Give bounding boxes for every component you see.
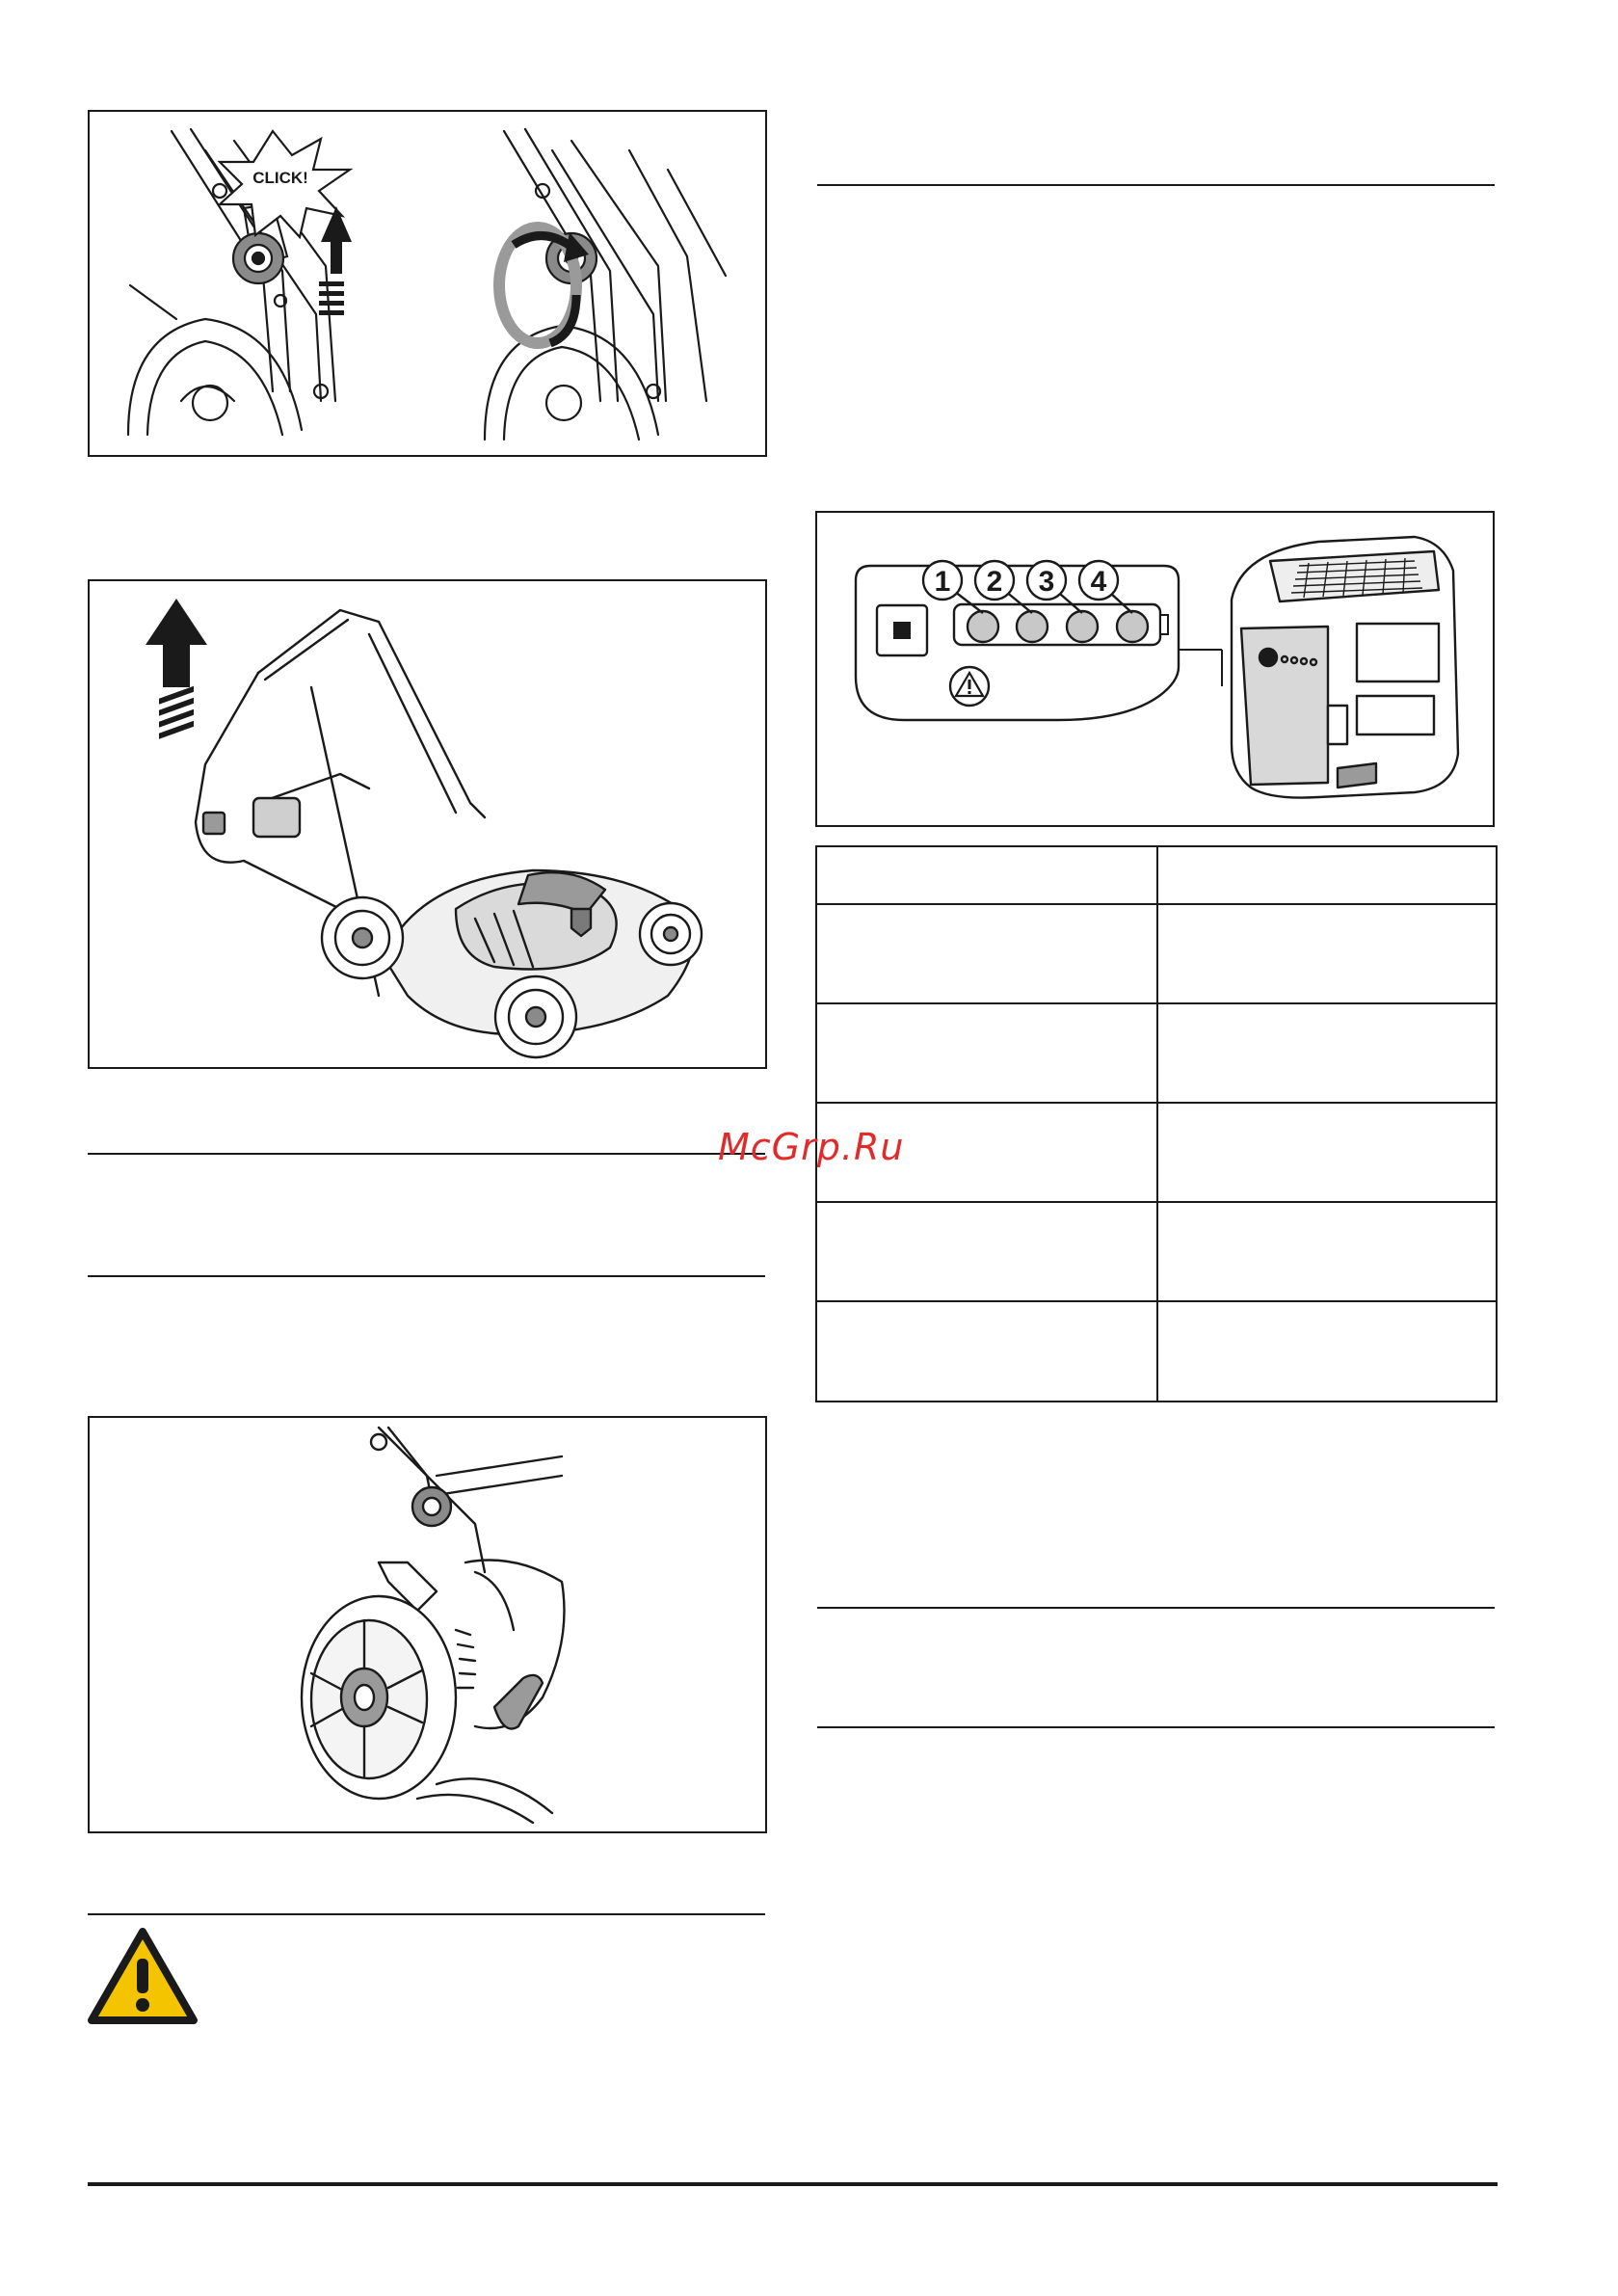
battery-pack: [1232, 537, 1458, 798]
wheel-lever-illustration: [90, 1418, 765, 1831]
table-cell: [817, 1201, 1156, 1302]
watermark: McGrp.Ru: [718, 1126, 905, 1168]
height-adjustment-illustration: [90, 112, 765, 455]
led-number-4: 4: [1090, 566, 1107, 598]
table-cell: [1156, 1201, 1498, 1302]
divider-right-top: [817, 184, 1495, 186]
divider-right-2: [817, 1607, 1495, 1609]
led-number-3: 3: [1038, 566, 1055, 598]
divider-left-1: [88, 1153, 765, 1155]
mower-illustration: [90, 581, 765, 1067]
table-cell: [817, 1300, 1156, 1402]
led-number-1: 1: [934, 566, 951, 598]
figure-wheel-height-lever: [88, 1416, 767, 1833]
led-number-2: 2: [986, 566, 1003, 598]
led-status-table: [815, 845, 1498, 1402]
divider-left-2: [88, 1275, 765, 1277]
table-cell: [1156, 903, 1498, 1004]
divider-right-3: [817, 1726, 1495, 1728]
table-cell: [817, 1002, 1156, 1104]
click-callout: CLICK!: [252, 169, 308, 187]
table-cell: [817, 847, 1156, 903]
rotate-arrow-icon: [499, 227, 589, 343]
warning-triangle-icon: [88, 1926, 198, 2026]
footer-rule: [88, 2182, 1498, 2186]
led-4: [1117, 611, 1148, 642]
figure-battery-indicator: [815, 511, 1495, 827]
figure-mower-handle-raise: [88, 579, 767, 1069]
table-cell: [817, 903, 1156, 1004]
led-1: [968, 611, 998, 642]
up-arrow-icon: [319, 206, 352, 315]
warning-icon: [950, 667, 989, 706]
led-3: [1067, 611, 1098, 642]
table-grid: [817, 847, 1496, 1401]
led-2: [1017, 611, 1048, 642]
table-cell: [1156, 1102, 1498, 1203]
up-arrow-icon: [146, 599, 207, 739]
stop-icon: [893, 622, 911, 639]
figure-height-adjustment: [88, 110, 767, 457]
table-cell: [1156, 1002, 1498, 1104]
table-cell: [1156, 847, 1498, 903]
battery-indicator-illustration: [817, 513, 1493, 825]
divider-left-3: [88, 1913, 765, 1915]
table-cell: [1156, 1300, 1498, 1402]
